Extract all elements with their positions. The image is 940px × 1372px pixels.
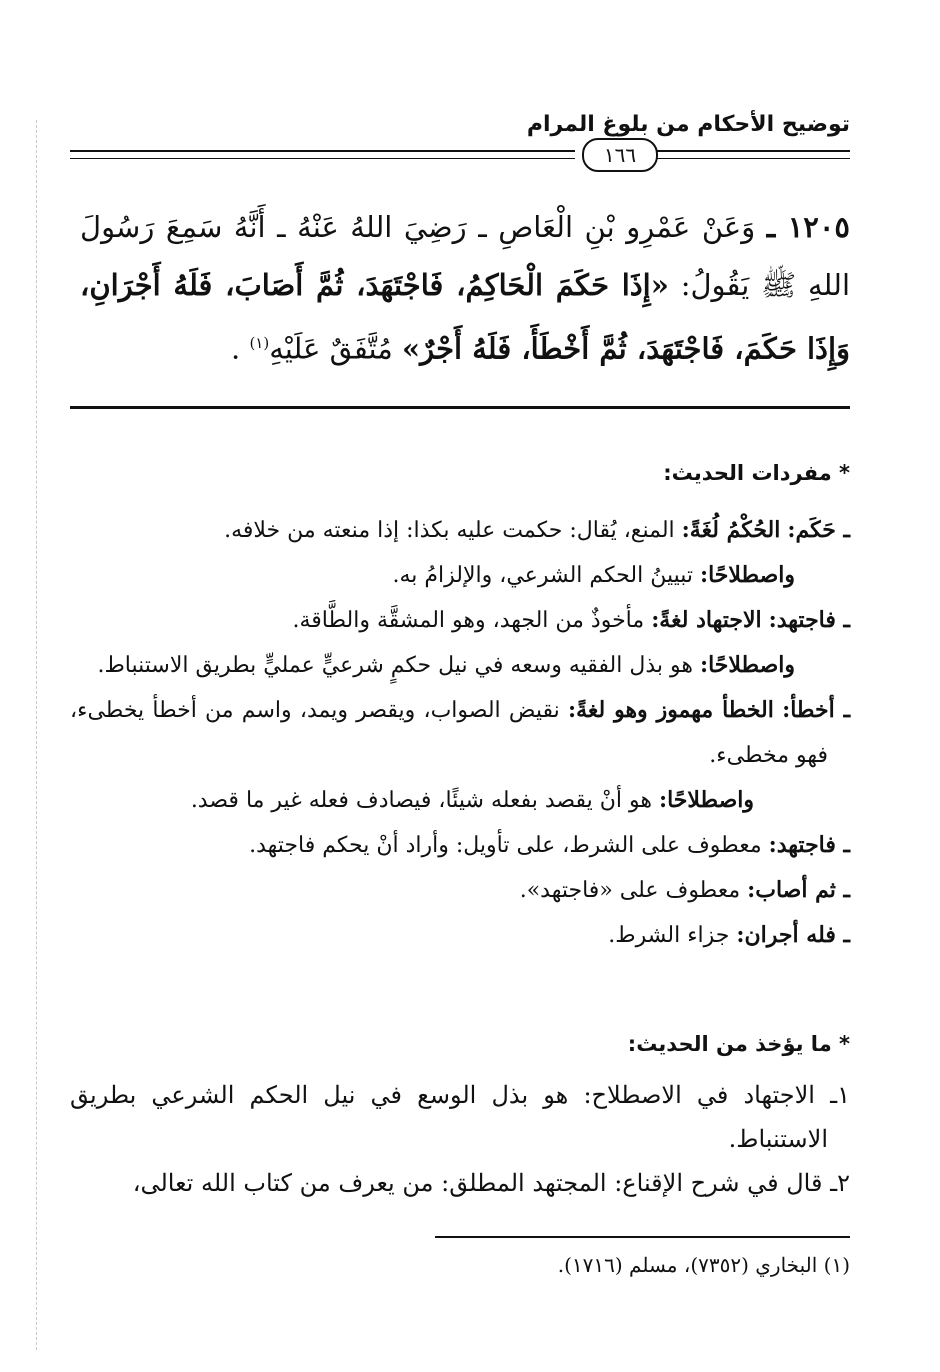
book-page — [70, 0, 850, 1372]
vocabulary-heading: * مفردات الحديث: — [663, 461, 850, 485]
vocab-term: الاجتهاد لغةً: — [651, 607, 762, 633]
vocab-lead: ـ فاجتهد: — [768, 607, 850, 633]
vocab-text: نقيض الصواب، ويقصر ويمد، واسم من أخطأ يخطىء، فهو مخطىء. — [70, 698, 828, 768]
vocab-lead: ـ أخطأ: — [782, 697, 851, 723]
vocab-text: هو أنْ يقصد بفعله شيئًا، فيصادف فعله غير ما قصد. — [190, 788, 652, 813]
hadith-grading: مُتَّفَقٌ عَلَيْهِ — [269, 331, 393, 366]
vocab-term: الخطأ مهموز وهو لغةً: — [567, 697, 774, 723]
vocab-item-ijtahada-technical — [70, 643, 850, 688]
header-rule-left — [70, 150, 575, 159]
vocab-term: واصطلاحًا: — [658, 787, 754, 813]
vocab-item-akhta-technical — [70, 778, 850, 823]
vocab-item-akhta — [70, 688, 850, 778]
hadith-text — [80, 198, 850, 378]
vocabulary-list — [70, 508, 850, 958]
vocab-item-hakam-technical — [70, 553, 850, 598]
vocab-term: الحُكْمُ لُغَةً: — [681, 517, 781, 543]
lesson-item-1: ١ـ الاجتهاد في الاصطلاح: هو بذل الوسع في نيل الحكم الشرعي بطريق الاستنباط. — [70, 1081, 850, 1153]
footnote-mark: (١) — [249, 334, 270, 352]
left-margin-rule — [36, 120, 37, 1350]
vocab-lead: ـ حَكَم: — [787, 517, 850, 543]
vocab-text: مأخوذٌ من الجهد، وهو المشقَّة والطَّاقة. — [292, 608, 645, 633]
page-number: ١٦٦ — [582, 138, 658, 172]
hadith-end: . — [231, 331, 241, 366]
vocab-item-falahu-ajran — [70, 913, 850, 958]
vocab-term: واصطلاحًا: — [699, 652, 795, 678]
footnote: (١) البخاري (٧٣٥٢)، مسلم (١٧١٦). — [557, 1253, 850, 1277]
vocab-text: هو بذل الفقيه وسعه في نيل حكمٍ شرعيٍّ عمليٍّ بطريق الاستنباط. — [97, 653, 693, 678]
vocab-text: معطوف على الشرط، على تأويل: وأراد أنْ يحكم فاجتهد. — [249, 833, 762, 858]
footnote-rule — [435, 1236, 850, 1238]
lessons-list — [70, 1073, 850, 1205]
lesson-item-2: ٢ـ قال في شرح الإقناع: المجتهد المطلق: من يعرف من كتاب الله تعالى، — [132, 1169, 850, 1197]
vocab-item-hakam — [70, 508, 850, 553]
vocab-text: جزاء الشرط. — [608, 923, 730, 948]
hadith-body: «إِذَا حَكَمَ الْحَاكِمُ، فَاجْتَهَدَ، ثُمَّ أَصَابَ، فَلَهُ أَجْرَانِ، وَإِذَا حَكَمَ، فَاجْتَهَدَ، ثُمَّ أَخْطَأَ، فَلَهُ أَجْرٌ» — [80, 268, 850, 366]
vocab-text: معطوف على «فاجتهد». — [519, 878, 741, 903]
header-rule-right — [645, 150, 850, 159]
vocab-term: واصطلاحًا: — [699, 562, 795, 588]
hadith-intro: وَعَنْ عَمْرِو بْنِ الْعَاصِ ـ رَضِيَ اللهُ عَنْهُ ـ أَنَّهُ سَمِعَ رَسُولَ اللهِ ﷺ يَقُولُ: — [80, 210, 851, 302]
vocab-lead: ـ فله أجران: — [736, 922, 850, 948]
vocab-lead: ـ فاجتهد: — [768, 832, 850, 858]
hadith-number: ١٢٠٥ ـ — [766, 210, 851, 244]
header-rule — [70, 150, 850, 158]
vocab-lead: ـ ثم أصاب: — [747, 877, 850, 903]
running-title: توضيح الأحكام من بلوغ المرام — [526, 112, 850, 137]
vocab-text: المنع، يُقال: حكمت عليه بكذا: إذا منعته من خلافه. — [224, 518, 675, 543]
vocab-text: تبيينُ الحكم الشرعي، والإلزامُ به. — [392, 563, 693, 588]
vocab-item-thumma-asaba — [70, 868, 850, 913]
vocab-item-ijtahada — [70, 598, 850, 643]
vocab-item-fajtahada — [70, 823, 850, 868]
section-divider — [70, 406, 850, 409]
lessons-heading: * ما يؤخذ من الحديث: — [627, 1032, 850, 1056]
